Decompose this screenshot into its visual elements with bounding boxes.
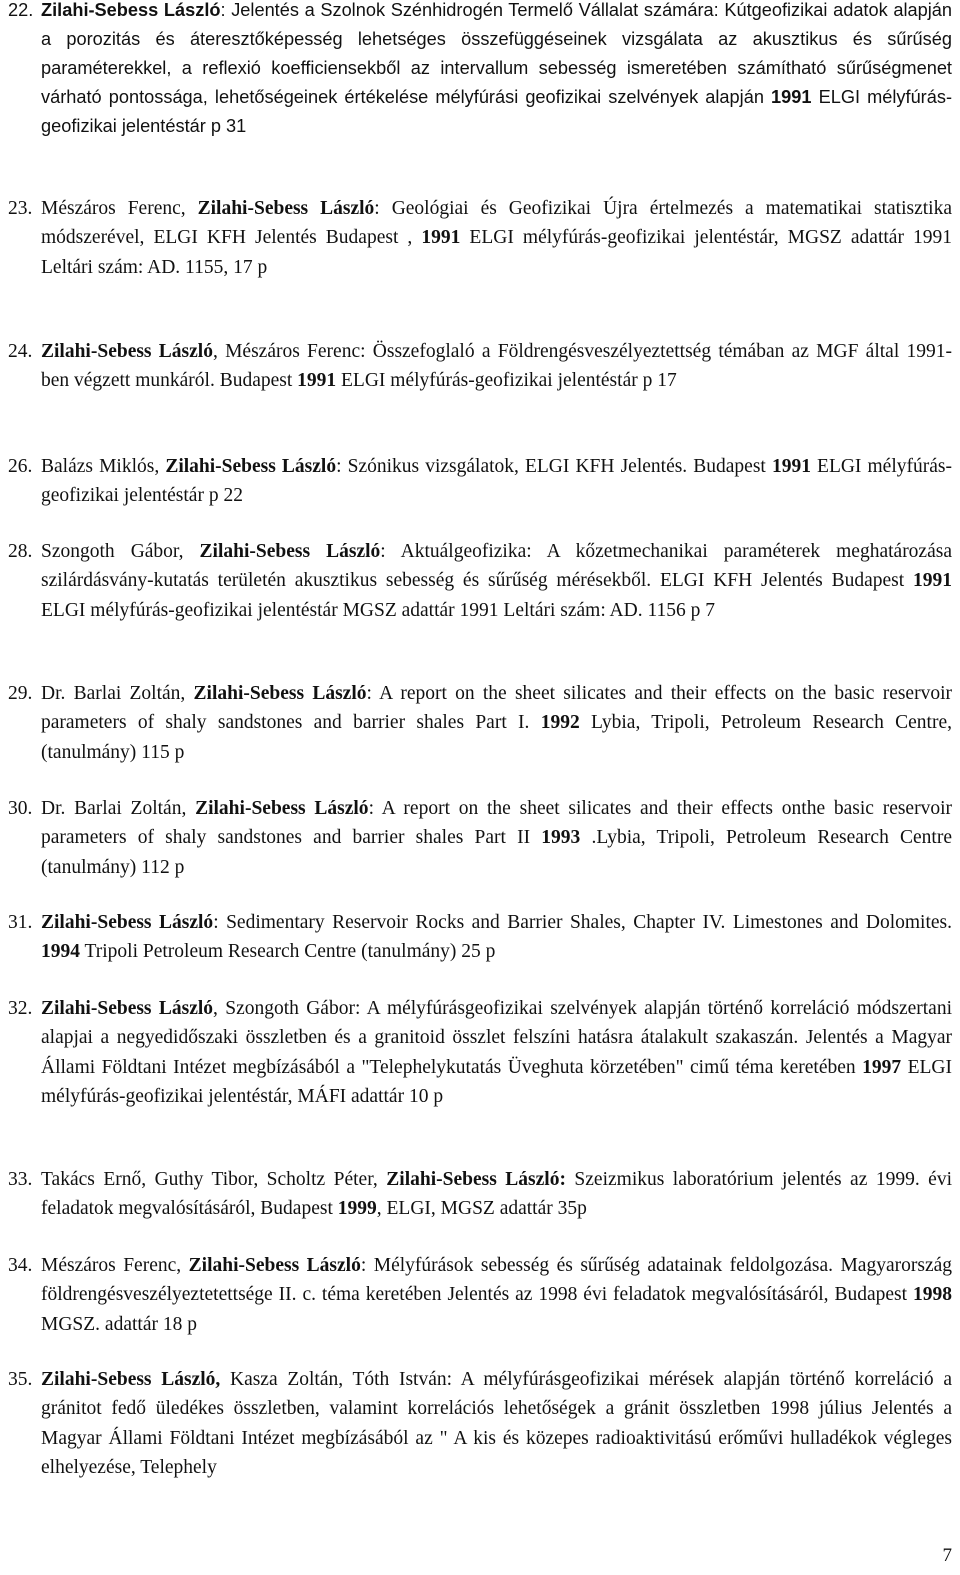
year: 1993 [541,827,581,849]
entry-number: 29. [8,683,33,704]
reference-entry-31 [8,908,952,967]
year: 1999 [337,1198,377,1220]
entry-text-segment: : Aktuálgeofizika: A kőzetmechanikai paraméterek meghatározása szilárdásvány-kutatás területén akusztikus sebesség és sűrűség mérésekből. ELGI KFH Jelentés Budapest [41,541,952,592]
entry-text-segment: : Szónikus vizsgálatok, ELGI KFH Jelentés. Budapest [336,456,772,477]
entry-text-segment: : Sedimentary Reservoir Rocks and Barrier Shales, Chapter IV. Limestones and Dolomites. [213,912,952,933]
page-number: 7 [942,1545,952,1566]
reference-entry-23 [8,194,952,282]
year: 1991 [771,456,811,477]
entry-text-segment: Takács Ernő, Guthy Tibor, Scholtz Péter, [41,1169,387,1190]
entry-text-segment: Tripoli Petroleum Research Centre (tanulmány) 25 p [80,941,496,963]
year: 1991 [771,87,812,107]
year: 1994 [41,941,80,963]
entry-number: 34. [8,1255,33,1276]
entry-number: 22. [8,0,34,20]
entry-text-segment: Mészáros Ferenc, [41,1255,189,1276]
entry-text-segment: , Mészáros Ferenc: Összefoglaló a Földrengésveszélyeztettség témában az MGF által 1991-ben végzett munkáról. Budapest [41,341,952,392]
entry-text-segment: ELGI mélyfúrás-geofizikai jelentéstár MGSZ adattár 1991 Leltári szám: AD. 1156 p 7 [41,599,715,621]
entry-text [41,452,952,511]
year: 1997 [862,1056,902,1078]
entry-text [41,337,952,396]
entry-text-segment: .Lybia, Tripoli, Petroleum Research Centre (tanulmány) 112 p [41,827,952,878]
year: 1992 [540,712,580,734]
entry-number: 30. [8,798,33,819]
entry-text-segment: : Jelentés a Szolnok Szénhidrogén Termelő Vállalat számára: Kútgeofizikai adatok alapján a porozitás és áteresztőképesség lehetséges összefüggéseinek vizsgálata az akusztikus és sűrűség paraméterekkel, a reflexió koefficiensekből az intervallum sebesség ismeretében számítható sűrűségmenet várható pontossága, lehetőségeinek értékelése mélyfúrási geofizikai szelvények alapján [41,0,952,107]
entry-text [41,908,952,967]
entry-text-segment: Szeizmikus laboratórium jelentés az 1999. évi feladatok megvalósításáról, Budapest [41,1169,953,1220]
entry-number: 32. [8,998,33,1019]
entry-text [41,194,952,282]
reference-entry-26 [8,452,952,511]
entry-text-segment: , Szongoth Gábor: A mélyfúrásgeofizikai szelvények alapján történő korreláció módszertani alapjai a negyedidőszaki összletben és a granitoid összlet felszíni hatásra átalakult szakaszán. Jelentés a Magyar Állami Földtani Intézet megbízásából a "Telephelykutatás Üveghuta körzetében" cimű téma keretében [41,998,952,1078]
author-name: Zilahi-Sebess László [41,0,221,20]
author-name: Zilahi-Sebess László [188,1255,361,1276]
entry-number: 23. [8,198,33,219]
author-name: Zilahi-Sebess László [193,683,367,704]
entry-text-segment: : Mélyfúrások sebesség és sűrűség adatainak feldolgozása. Magyarország földrengésveszélyeztetettsége II. c. téma keretében Jelentés az 1998 évi feladatok megvalósításáról, Budapest [41,1255,953,1306]
reference-entry-30 [8,794,952,882]
entry-text [41,1251,952,1339]
entry-number: 33. [8,1169,33,1190]
author-name: Zilahi-Sebess László [197,198,375,219]
entry-text-segment: Szongoth Gábor, [41,541,200,562]
author-name: Zilahi-Sebess László [41,998,214,1019]
reference-entry-29 [8,679,952,767]
entry-text-segment: : A report on the sheet silicates and their effects on the basic reservoir parameters of shaly sandstones and barrier shales Part I. [41,683,952,734]
entry-text-segment: ELGI mélyfúrás-geofizikai jelentéstár p 17 [336,370,677,392]
entry-text-segment: Lybia, Tripoli, Petroleum Research Centre, (tanulmány) 115 p [41,712,952,763]
author-name: Zilahi-Sebess László [41,341,213,362]
entry-text-segment: ELGI mélyfúrás-geofizikai jelentéstár, MGSZ adattár 1991 Leltári szám: AD. 1155, 17 p [41,227,953,278]
entry-text-segment: ELGI mélyfúrás-geofizikai jelentéstár p 31 [41,87,953,136]
entry-number: 28. [8,541,33,562]
entry-text-segment: Mészáros Ferenc, [41,198,198,219]
reference-entry-35 [8,1365,952,1482]
entry-text-segment: Kasza Zoltán, Tóth István: A mélyfúrásgeofizikai mérések alapján történő korreláció a gránitot fedő üledékes összletben, valamint korrelációs lehetőségek a gránit összletben 1998 július Jelentés a Magyar Állami Földtani Intézet megbízásából az " A kis és közepes radioaktivitású erőművi hulladékok végleges elhelyezése, Telephely [41,1369,952,1478]
entry-text-segment: ELGI mélyfúrás-geofizikai jelentéstár p 22 [41,456,952,507]
entry-text-segment: : Geológiai és Geofizikai Újra értelmezés a matematikai statisztika módszerével, ELGI KFH Jelentés Budapest , [41,198,952,249]
year: 1998 [913,1284,952,1306]
reference-entry-22 [8,0,952,141]
year: 1991 [297,370,337,392]
entry-number: 26. [8,456,33,477]
reference-entry-28 [8,537,952,625]
entry-text [41,1365,952,1482]
author-name: Zilahi-Sebess László [165,456,337,477]
author-name: Zilahi-Sebess László, [41,1369,221,1390]
entry-text-segment: Dr. Barlai Zoltán, [41,798,196,819]
author-name: Zilahi-Sebess László [195,798,369,819]
reference-entry-32 [8,994,952,1111]
entry-text-segment: Dr. Barlai Zoltán, [41,683,194,704]
entry-text [41,679,952,767]
entry-text-segment: , ELGI, MGSZ adattár 35p [376,1198,587,1220]
author-name: Zilahi-Sebess László: [386,1169,566,1190]
author-name: Zilahi-Sebess László [199,541,381,562]
entry-number: 35. [8,1369,33,1390]
entry-number: 24. [8,341,33,362]
entry-number: 31. [8,912,33,933]
year: 1991 [421,227,461,249]
entry-text-segment: Balázs Miklós, [41,456,166,477]
entry-text [41,794,952,882]
entry-text [41,1165,952,1224]
entry-text [41,537,952,625]
entry-text [41,994,952,1111]
reference-entry-33 [8,1165,952,1224]
entry-text-segment: ELGI mélyfúrás-geofizikai jelentéstár, MÁFI adattár 10 p [41,1056,952,1107]
year: 1991 [913,570,952,592]
entry-text [41,0,952,141]
reference-entry-34 [8,1251,952,1339]
entry-text-segment: MGSZ. adattár 18 p [41,1313,197,1335]
reference-entry-24 [8,337,952,396]
author-name: Zilahi-Sebess László [41,912,214,933]
entry-text-segment: : A report on the sheet silicates and their effects onthe basic reservoir parameters of shaly sandstones and barrier shales Part II [41,798,952,849]
